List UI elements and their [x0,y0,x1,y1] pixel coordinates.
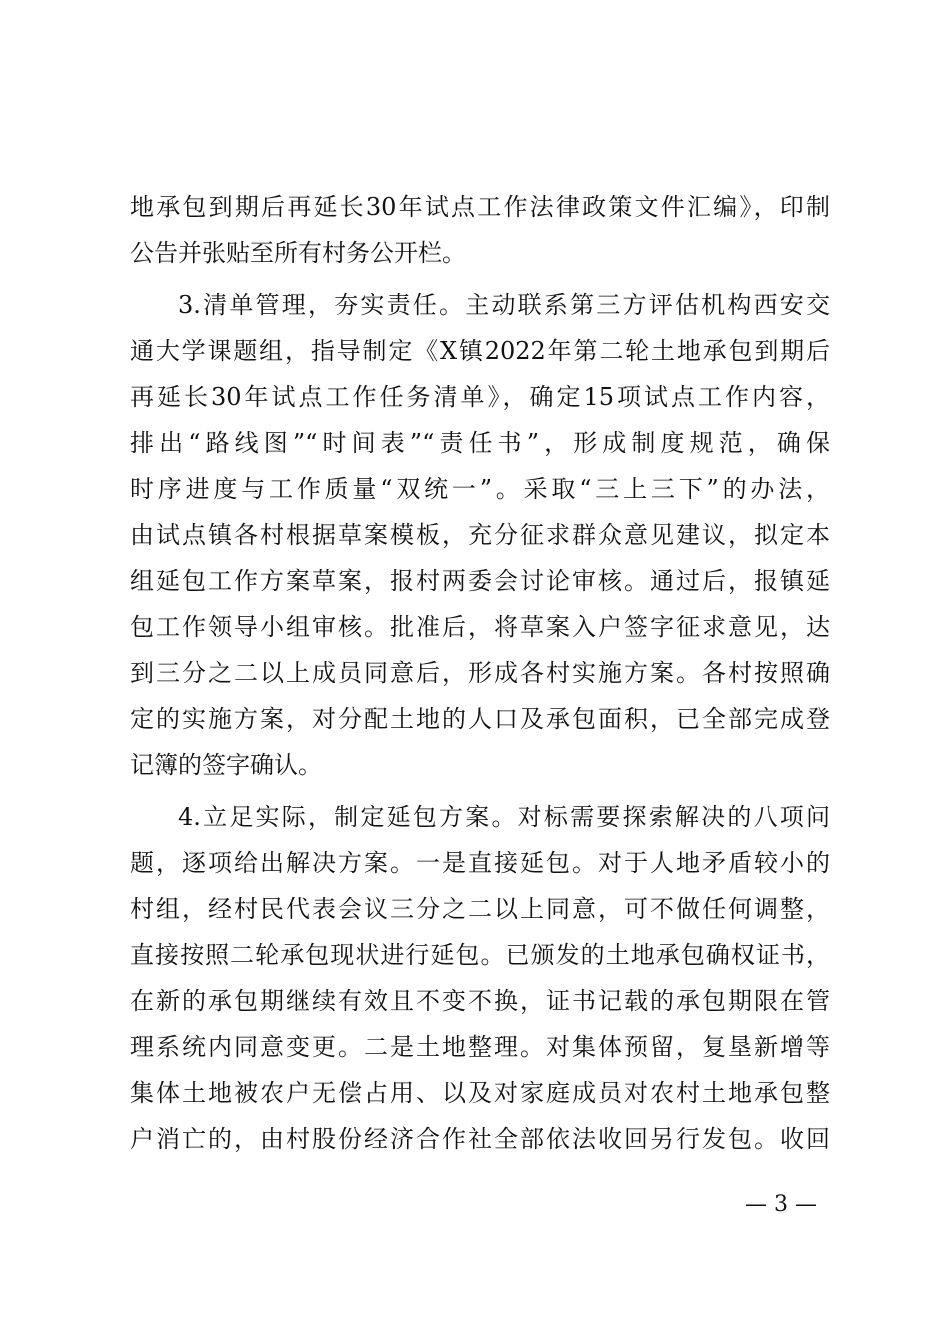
text-line: 题，逐项给出解决方案。一是直接延包。对于人地矛盾较小的 [130,849,830,877]
text-line: 在新的承包期继续有效且不变不换，证书记载的承包期限在管 [130,987,830,1015]
text-line: 记簿的签字确认。 [130,751,322,779]
text-line: 村组，经村民代表会议三分之二以上同意，可不做任何调整， [130,895,830,923]
text-line: 定的实施方案，对分配土地的人口及承包面积，已全部完成登 [130,705,830,733]
text-line: 时序进度与工作质量“双统一”。采取“三上三下”的办法， [130,475,830,503]
text-line: 包工作领导小组审核。批准后，将草案入户签字征求意见，达 [130,613,830,641]
text-line: 集体土地被农户无偿占用、以及对家庭成员对农村土地承包整 [130,1079,830,1107]
text-line: 户消亡的，由村股份经济合作社全部依法收回另行发包。收回 [130,1125,830,1153]
text-line: 地承包到期后再延长30年试点工作法律政策文件汇编》，印制 [130,193,830,221]
text-line: 4.立足实际，制定延包方案。对标需要探索解决的八项问 [178,803,830,831]
text-line: 排出“路线图”“时间表”“责任书”，形成制度规范，确保 [130,429,830,457]
text-line: 通大学课题组，指导制定《X镇2022年第二轮土地承包到期后 [130,337,830,365]
text-line: 再延长30年试点工作任务清单》，确定15项试点工作内容， [130,383,830,411]
text-line: 组延包工作方案草案，报村两委会讨论审核。通过后，报镇延 [130,567,830,595]
text-line: 3.清单管理，夯实责任。主动联系第三方评估机构西安交 [178,291,830,319]
page-number: — 3 — [745,1192,817,1217]
text-line: 由试点镇各村根据草案模板，充分征求群众意见建议，拟定本 [130,521,830,549]
text-line: 到三分之二以上成员同意后，形成各村实施方案。各村按照确 [130,659,830,687]
text-line: 直接按照二轮承包现状进行延包。已颁发的土地承包确权证书， [130,941,830,969]
text-line: 理系统内同意变更。二是土地整理。对集体预留，复垦新增等 [130,1033,830,1061]
text-line: 公告并张贴至所有村务公开栏。 [130,239,466,267]
